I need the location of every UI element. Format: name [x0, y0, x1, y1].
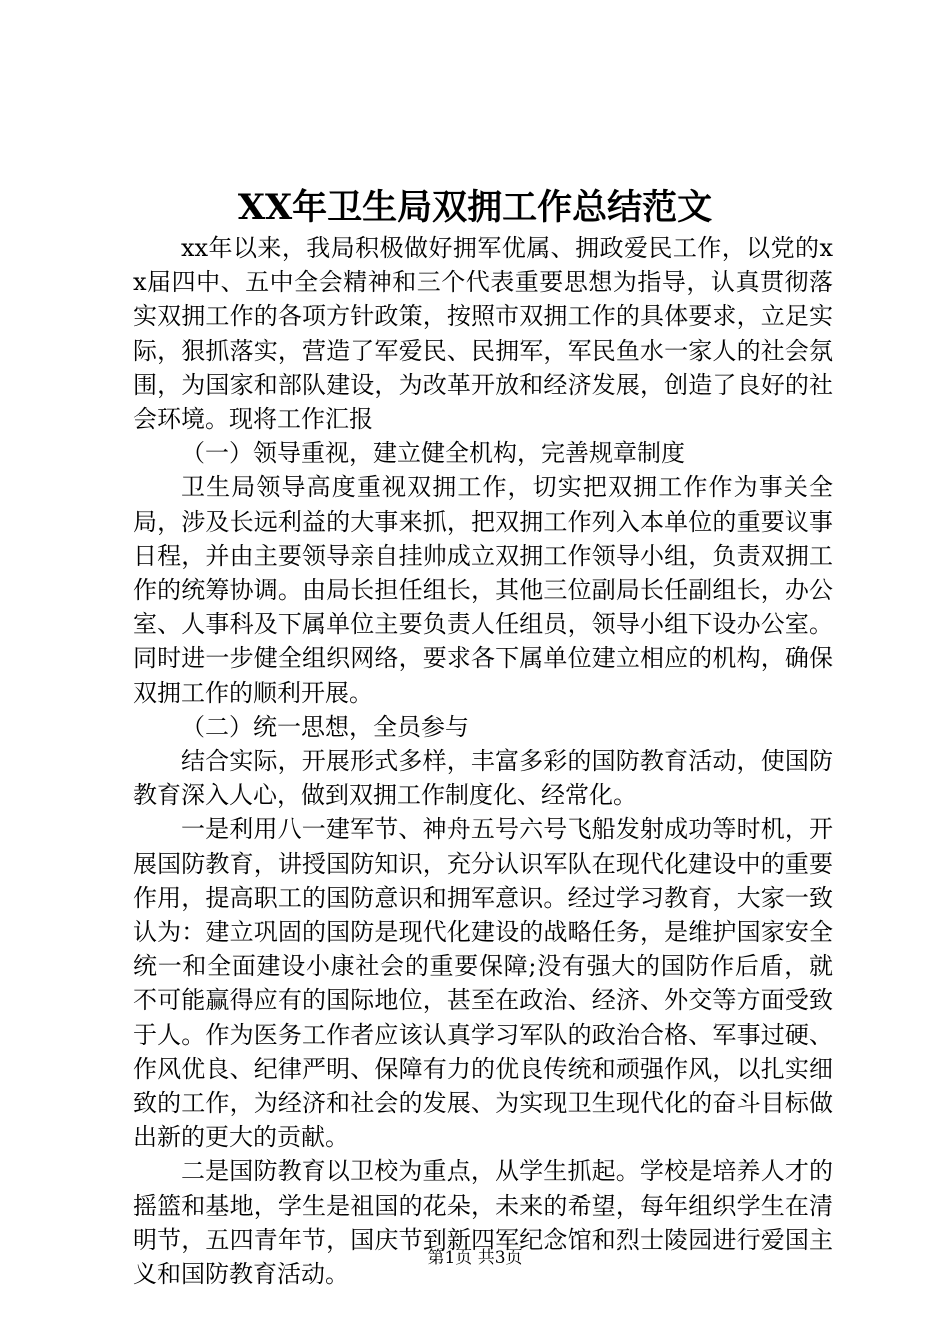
- intro-paragraph: xx年以来，我局积极做好拥军优属、拥政爱民工作，以党的xx届四中、五中全会精神和三个代表重要思想为指导，认真贯彻落实双拥工作的各项方针政策，按照市双拥工作的具体要求，立足实际，狠抓落实，营造了军爱民、民拥军，军民鱼水一家人的社会氛围，为国家和部队建设，为改革开放和经济发展，创造了良好的社会环境。现将工作汇报: [133, 234, 833, 434]
- document-body: [133, 231, 833, 1291]
- document-title: XX年卫生局双拥工作总结范文: [237, 187, 713, 228]
- section-1-paragraph: 卫生局领导高度重视双拥工作，切实把双拥工作作为事关全局，涉及长远利益的大事来抓，把双拥工作列入本单位的重要议事日程，并由主要领导亲自挂帅成立双拥工作领导小组，负责双拥工作的统筹协调。由局长担任组长，其他三位副局长任副组长，办公室、人事科及下属单位主要负责人任组员，领导小组下设办公室。同时进一步健全组织网络，要求各下属单位建立相应的机构，确保双拥工作的顺利开展。: [133, 473, 833, 707]
- section-2-paragraph: 结合实际，开展形式多样，丰富多彩的国防教育活动，使国防教育深入人心，做到双拥工作制度化、经常化。: [133, 747, 833, 810]
- section-heading-2: （二）统一思想，全员参与: [181, 712, 469, 741]
- point-two-paragraph: 二是国防教育以卫校为重点，从学生抓起。学校是培养人才的摇篮和基地，学生是祖国的花朵，未来的希望，每年组织学生在清明节，五四青年节，国庆节到新四军纪念馆和烈士陵园进行爱国主义和国防教育活动。: [133, 1157, 833, 1289]
- page-footer: 第1页 共3页: [427, 1248, 523, 1268]
- point-one-paragraph: 一是利用八一建军节、神舟五号六号飞船发射成功等时机，开展国防教育，讲授国防知识，充分认识军队在现代化建设中的重要作用，提高职工的国防意识和拥军意识。经过学习教育，大家一致认为：建立巩固的国防是现代化建设的战略任务，是维护国家安全统一和全面建设小康社会的重要保障;没有强大的国防作后盾，就不可能赢得应有的国际地位，甚至在政治、经济、外交等方面受致于人。作为医务工作者应该认真学习军队的政治合格、军事过硬、作风优良、纪律严明、保障有力的优良传统和顽强作风，以扎实细致的工作，为经济和社会的发展、为实现卫生现代化的奋斗目标做出新的更大的贡献。: [133, 815, 833, 1152]
- section-heading-1: （一）领导重视，建立健全机构，完善规章制度: [181, 439, 685, 468]
